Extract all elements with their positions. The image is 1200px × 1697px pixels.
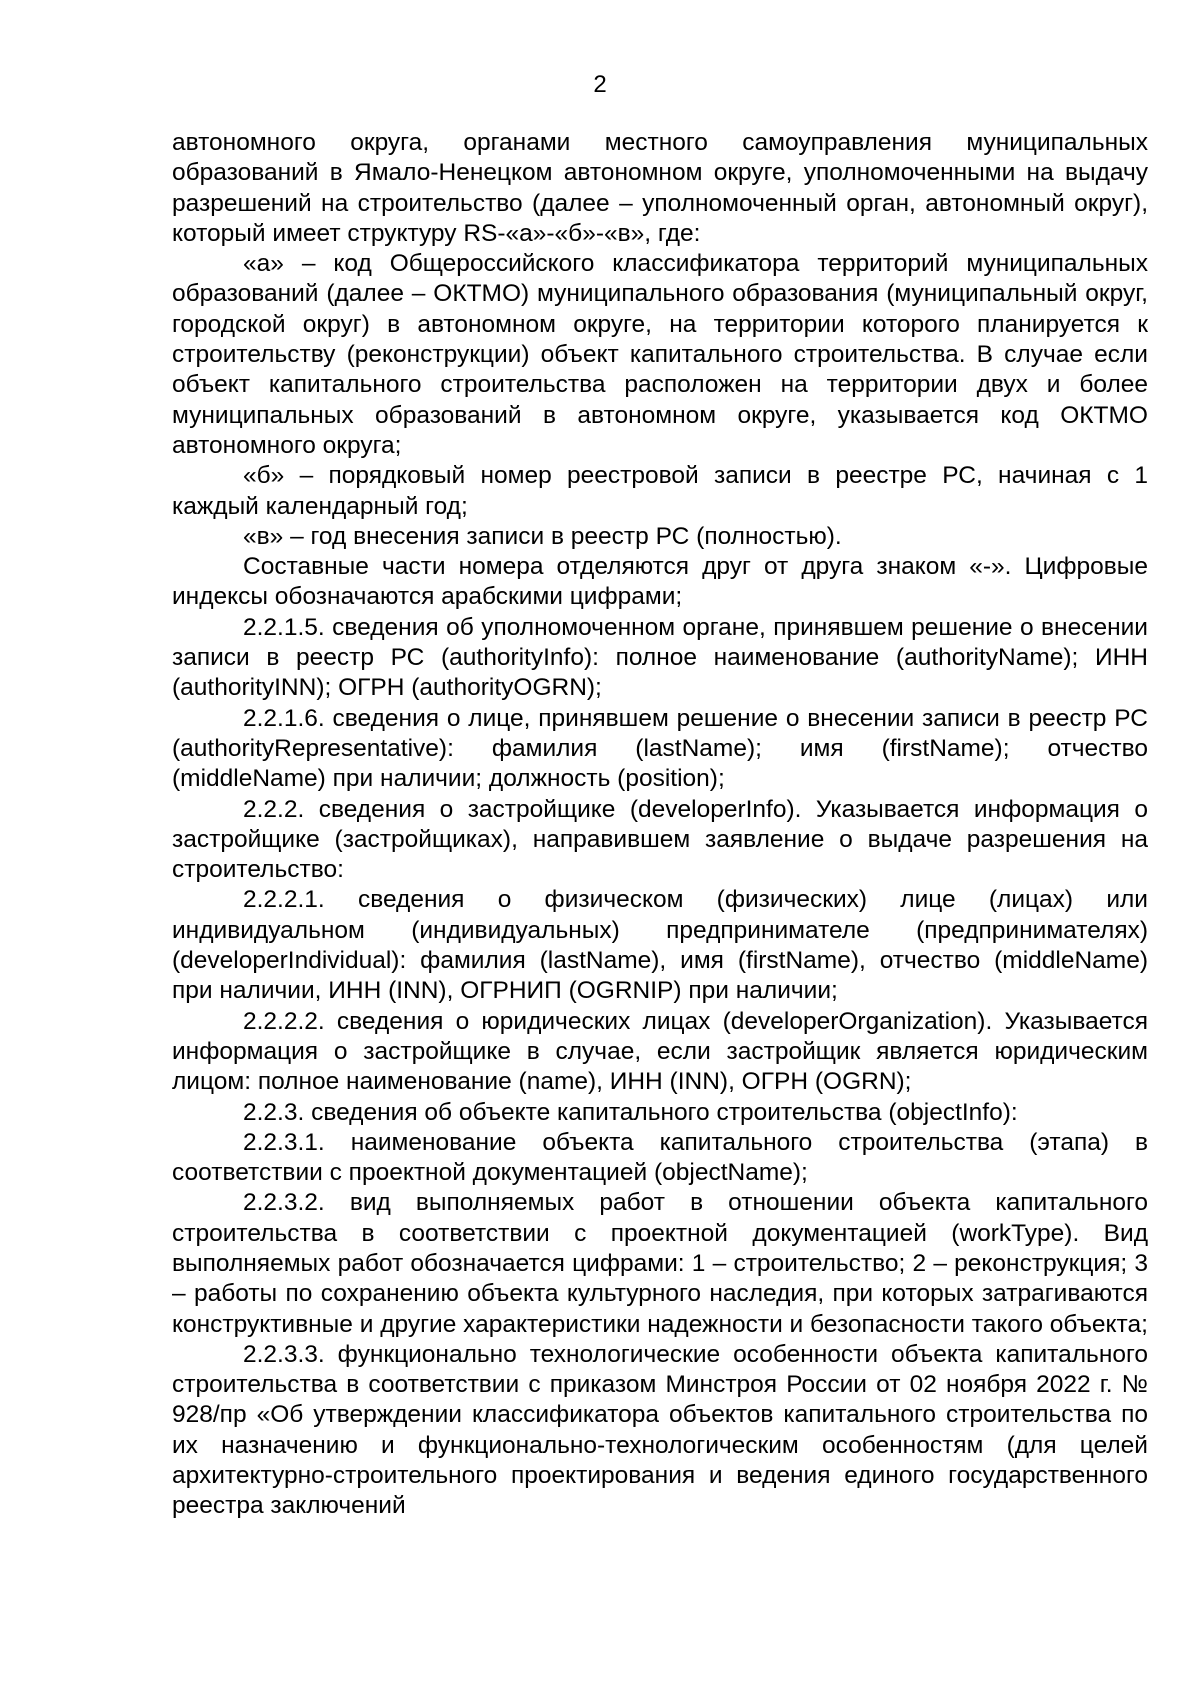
paragraph-2-2-3-3: 2.2.3.3. функционально технологические особенности объекта капитального строительства в соответствии с приказом Минстроя России от 02 ноября 2022 г. № 928/пр «Об утверждении классификатора объектов капитального строительства по их назначению и функционально-технологическим особенностям (для целей архитектурно-строительного проектирования и ведения единого государственного реестра заключений (172, 1340, 1148, 1520)
paragraph-2-2-3: 2.2.3. сведения об объекте капитального строительства (objectInfo): (243, 1098, 1018, 1126)
paragraph-2-2-2-1: 2.2.2.1. сведения о физическом (физических) лице (лицах) или индивидуальном (индивидуальных) предпринимателе (предпринимателях) (developerIndividual): фамилия (lastName), имя (firstName), отчество (middleName) при наличии, ИНН (INN), ОГРНИП (OGRNIP) при наличии; (172, 886, 1148, 1005)
paragraph-number-parts: Составные части номера отделяются друг от друга знаком «-». Цифровые индексы обозначаются арабскими цифрами; (172, 553, 1148, 611)
paragraph-2-2-1-6: 2.2.1.6. сведения о лице, принявшем решение о внесении записи в реестр РС (authorityRepresentative): фамилия (lastName); имя (firstName); отчество (middleName) при наличии; должность (position); (172, 704, 1148, 793)
paragraph-code-a: «а» – код Общероссийского классификатора территорий муниципальных образований (далее – ОКТМО) муниципального образования (муниципальный округ, городской округ) в автономном округе, на территории которого планируется к строительству (реконструкции) объект капитального строительства. В случае если объект капитального строительства расположен на территории двух и более муниципальных образований в автономном округе, указывается код ОКТМО автономного округа; (172, 250, 1148, 459)
paragraph-code-v: «в» – год внесения записи в реестр РС (полностью). (243, 522, 842, 550)
page-number: 2 (593, 71, 607, 98)
paragraph-2-2-3-2: 2.2.3.2. вид выполняемых работ в отношении объекта капитального строительства в соответствии с проектной документацией (workType). Вид выполняемых работ обозначается цифрами: 1 – строительство; 2 – реконструкция; 3 – работы по сохранению объекта культурного наследия, при которых затрагиваются конструктивные и другие характеристики надежности и безопасности такого объекта; (172, 1189, 1148, 1338)
paragraph-2-2-2-2: 2.2.2.2. сведения о юридических лицах (developerOrganization). Указывается информация о застройщике в случае, если застройщик является юридическим лицом: полное наименование (name), ИНН (INN), ОГРН (OGRN); (172, 1007, 1148, 1096)
paragraph-2-2-3-1: 2.2.3.1. наименование объекта капитального строительства (этапа) в соответствии с проектной документацией (objectName); (172, 1128, 1148, 1187)
paragraph-2-2-1-5: 2.2.1.5. сведения об уполномоченном органе, принявшем решение о внесении записи в реестр РС (authorityInfo): полное наименование (authorityName); ИНН (authorityINN); ОГРН (authorityOGRN); (172, 613, 1148, 702)
paragraph-2-2-2: 2.2.2. сведения о застройщике (developerInfo). Указывается информация о застройщике (застройщиках), направившем заявление о выдаче разрешения на строительство: (172, 795, 1148, 884)
paragraph-code-b: «б» – порядковый номер реестровой записи в реестре РС, начиная с 1 каждый календарный год; (172, 462, 1148, 520)
paragraph-continuation: автономного округа, органами местного самоуправления муниципальных образований в Ямало-Ненецком автономном округе, уполномоченными на выдачу разрешений на строительство (далее – уполномоченный орган, автономный округ), который имеет структуру RS-«а»-«б»-«в», где: (172, 129, 1148, 247)
document-body (172, 128, 1148, 1522)
